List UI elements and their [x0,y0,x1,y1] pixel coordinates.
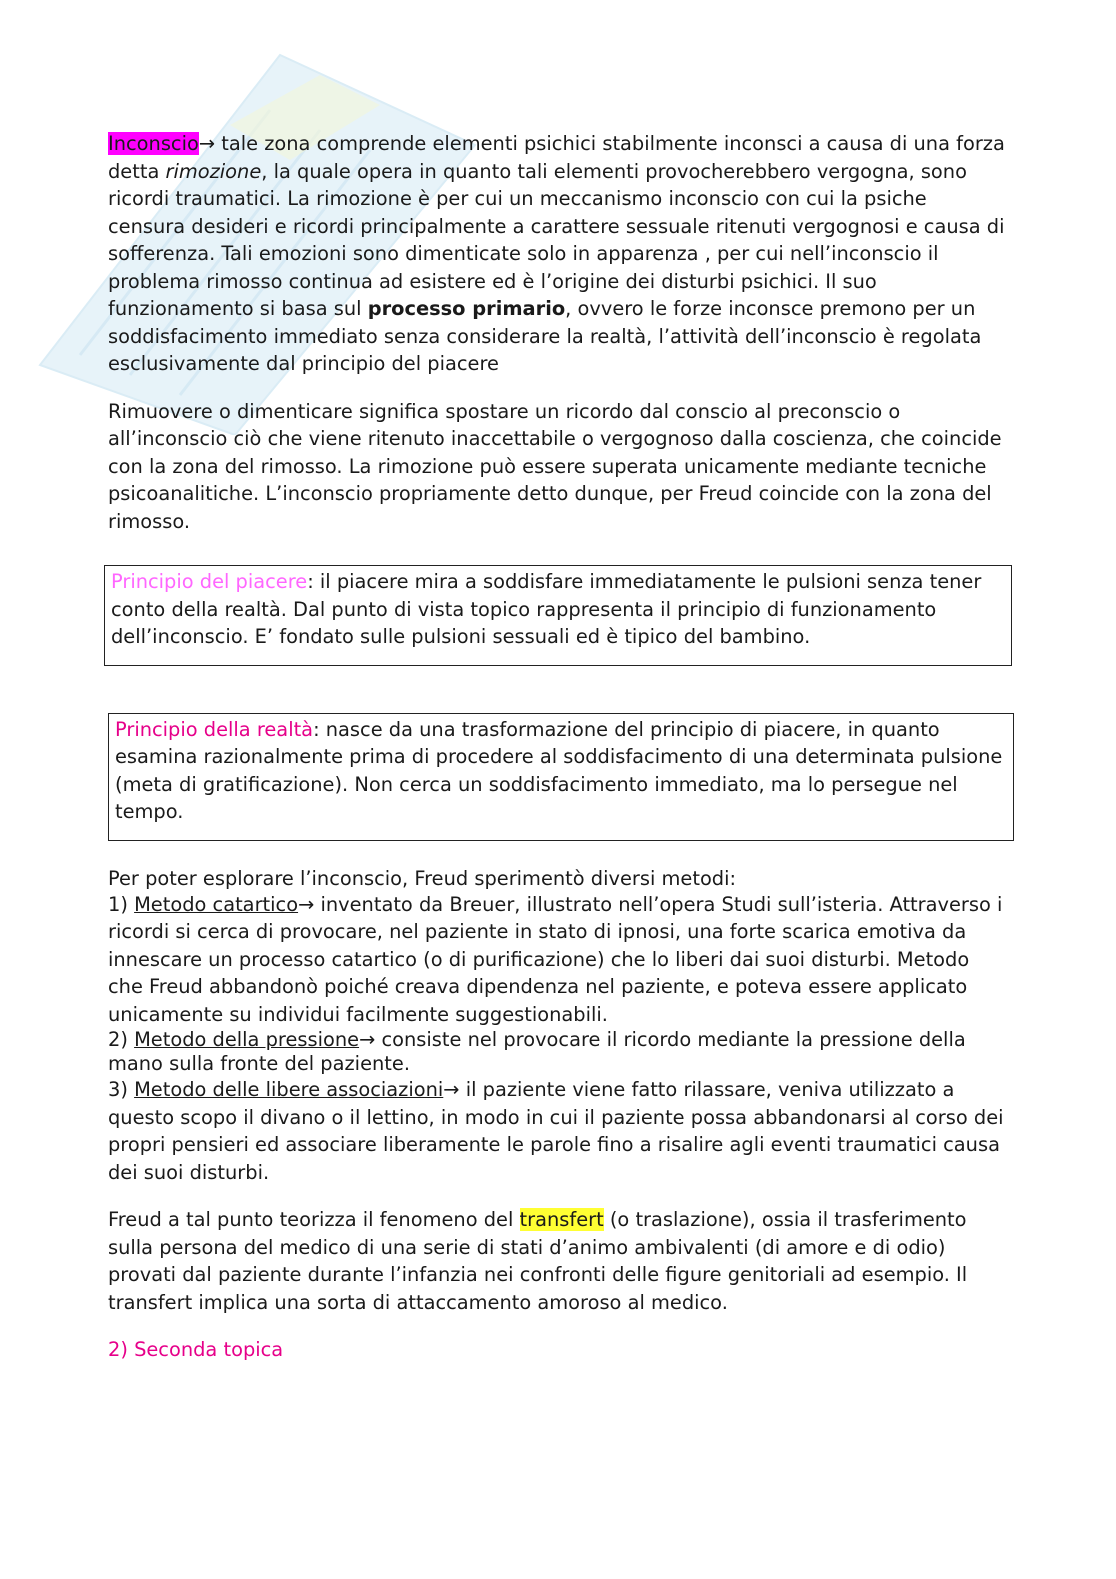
methods-intro: Per poter esplorare l’inconscio, Freud sperimentò diversi metodi: [108,866,737,890]
method-text: il paziente viene fatto rilassare, veniva utilizzato a questo scopo il divano o il lettino, in modo in cui il paziente possa abbandonarsi al corso dei propri pensieri ed associare liberamente le parole fino a risalire agli eventi traumatici causa dei suoi disturbi. [108,1078,1004,1184]
methods-section [108,867,1008,1187]
method-name: Metodo della pressione [134,1028,360,1051]
method-text: inventato da Breuer, illustrato nell’opera Studi sull’isteria. Attraverso i ricordi si cerca di provocare, nel paziente in stato di ipnosi, una forte scarica emotiva da innescare un processo catartico (o di purificazione) che lo liberi dai suoi disturbi. Metodo che Freud abbandonò poiché creava dipendenza nel paziente, e poteva essere applicato unicamente su individui facilmente suggestionabili. [108,892,1003,1026]
italic-rimozione: rimozione [165,159,262,183]
method-number: 3) [108,1078,135,1101]
arrow: → [198,132,216,155]
paragraph-rimuovere: Rimuovere o dimenticare significa spostare un ricordo dal conscio al preconscio o all’inconscio ciò che viene ritenuto inaccettabile o vergognoso dalla coscienza, che coincide con la zona del rimosso. La rimozione può essere superata unicamente mediante tecniche psicoanalitiche. L’inconscio propriamente detto dunque, per Freud coincide con la zona del rimosso. [108,399,1002,533]
text-span: (o traslazione), ossia il trasferimento sulla persona del medico di una serie di stati d’animo ambivalenti (di amore e di odio) provati dal paziente durante l’infanzia nei confronti delle figure genitoriali ad esempio. Il transfert implica una sorta di attaccamento amoroso al medico. [108,1208,968,1314]
document-page [108,130,1008,1364]
method-text: consiste nel provocare il ricordo mediante la pressione della mano sulla fronte del paziente. [108,1028,966,1075]
text-span: Freud a tal punto teorizza il fenomeno del [108,1208,520,1231]
text-span: tale zona comprende elementi psichici stabilmente inconsci a causa di una forza detta [108,132,1005,183]
method-libere-associazioni [108,1076,1008,1186]
arrow: → [298,892,315,916]
term-transfert: transfert [519,1208,604,1231]
method-name: Metodo catartico [134,892,299,916]
text-span: , la quale opera in quanto tali elementi provocherebbero vergogna, sono ricordi traumatici. La rimozione è per cui un meccanismo inconscio con cui la psiche censura desideri e ricordi principalmente a carattere sessuale ritenuti vergognosi e causa di sofferenza. Tali emozioni sono dimenticate solo in apparenza , per cui nell’inconscio il problema rimosso continua ad esistere ed è l’origine dei disturbi psichici. Il suo funzionamento si basa sul [108,159,1005,320]
arrow: → [443,1078,460,1101]
box-text: : il piacere mira a soddisfare immediatamente le pulsioni senza tener conto della realtà. Dal punto di vista topico rappresenta il principio di funzionamento dell’inconscio. E’ fondato sulle pulsioni sessuali ed è tipico del bambino. [111,570,982,648]
bold-processo-primario: processo primario [367,297,566,320]
method-name: Metodo delle libere associazioni [134,1078,444,1101]
method-pressione [108,1028,1008,1076]
term-principio-realta: Principio della realtà [115,717,314,741]
term-principio-piacere: Principio del piacere [111,570,308,593]
box-text: : nasce da una trasformazione del principio di piacere, in quanto esamina razionalmente prima di procedere al soddisfacimento di una determinata pulsione (meta di gratificazione). Non cerca un soddisfacimento immediato, ma lo persegue nel tempo. [115,717,1003,823]
arrow: → [359,1028,376,1051]
paragraph-inconscio [108,130,1008,378]
term-inconscio: Inconscio [108,132,199,155]
heading-seconda-topica: 2) Seconda topica [108,1338,284,1361]
method-number: 1) [108,892,135,916]
text-span: , ovvero le forze inconsce premono per un soddisfacimento immediato senza considerare la realtà, l’attività dell’inconscio è regolata esclusivamente dal principio del piacere [108,297,982,375]
box-principio-piacere [104,565,1012,666]
method-number: 2) [108,1028,135,1051]
box-principio-realta [108,713,1014,841]
paragraph-transfert [108,1206,1008,1316]
method-catartico [108,891,1008,1029]
